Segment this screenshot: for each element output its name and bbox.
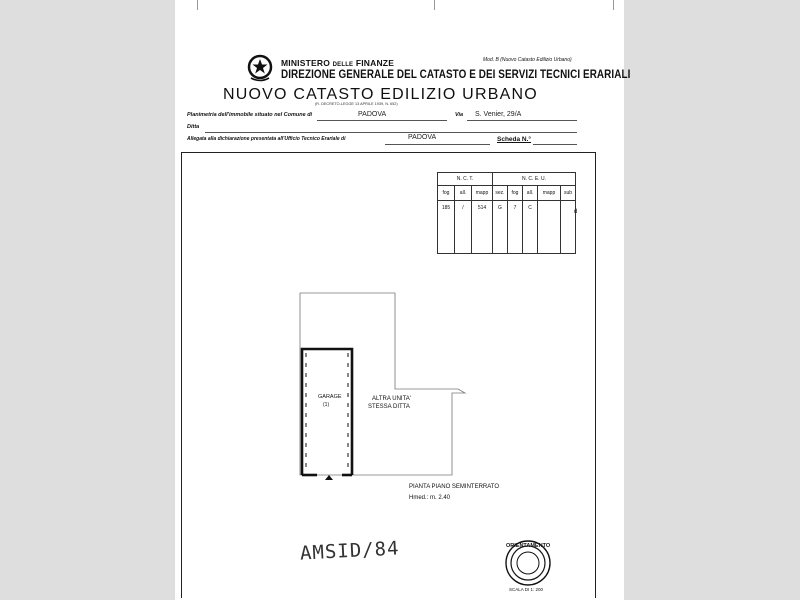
col-header: mapp — [538, 186, 561, 201]
nceu-header: N. C. E. U. — [493, 173, 576, 186]
ministry-name — [281, 59, 394, 68]
table-cell: 514 — [472, 201, 493, 254]
table-cell: 185 — [438, 201, 455, 254]
col-header: sub — [561, 186, 576, 201]
col-header: sez. — [493, 186, 508, 201]
archive-stamp-handwritten: AMSID/84 — [299, 537, 401, 565]
ministry-finance: FINANZE — [355, 58, 395, 68]
room-label-garage: GARAGE — [318, 394, 342, 400]
room-number: (1) — [323, 402, 330, 408]
form-model-code: Mod. B (Nuovo Catasto Edilizio Urbano) — [483, 57, 572, 63]
allegata-label: Allegata alla dichiarazione presentata all'Ufficio Tecnico Erariale di — [187, 136, 346, 142]
floor-plan-frame — [181, 152, 596, 598]
italian-republic-emblem-icon — [247, 52, 273, 82]
via-underline — [467, 120, 577, 121]
cadastral-document — [175, 0, 631, 600]
scan-mark — [197, 0, 198, 10]
scan-mark — [613, 0, 614, 10]
plan-level-caption: PIANTA PIANO SEMINTERRATO — [409, 484, 500, 490]
nct-header: N. C. T. — [438, 173, 493, 186]
garage-wall-hatch — [306, 353, 348, 473]
col-header: mapp — [472, 186, 493, 201]
orientation-label: ORIENTAMENTO — [506, 543, 551, 549]
comune-underline — [317, 120, 447, 121]
ufficio-value: PADOVA — [408, 134, 437, 141]
ditta-label: Ditta — [187, 124, 200, 130]
via-label: Via — [455, 112, 464, 118]
comune-value: PADOVA — [358, 111, 387, 118]
scale-label: SCALA DI 1: 200 — [509, 587, 544, 592]
table-cell: C — [523, 201, 538, 254]
decree-reference: (R. DECRETO-LEGGE 13 APRILE 1939, N. 652) — [315, 102, 398, 106]
col-header: all. — [455, 186, 472, 201]
scheda-label: Scheda N.° — [497, 136, 532, 143]
document-title: NUOVO CATASTO EDILIZIO URBANO — [223, 86, 538, 103]
floor-plan-drawing — [182, 153, 597, 599]
via-value: S. Venier, 29/A — [475, 111, 522, 118]
table-cell: 7 — [508, 201, 523, 254]
other-unit-outline — [300, 293, 465, 475]
ministry-word: MINISTERO — [281, 58, 331, 68]
other-unit-label-2: STESSA DITTA — [368, 404, 410, 410]
table-cell: / — [455, 201, 472, 254]
scan-mark — [434, 0, 435, 10]
ministry-preposition: DELLE — [332, 62, 354, 68]
garage-walls — [302, 349, 352, 475]
ditta-underline — [205, 132, 577, 133]
table-note: d — [574, 209, 578, 215]
scheda-underline — [533, 144, 577, 145]
ufficio-underline — [385, 144, 490, 145]
col-header: fog — [508, 186, 523, 201]
planimetry-label: Planimetria dell'immobile situato nel Comune di — [187, 112, 313, 118]
direction-title: DIREZIONE GENERALE DEL CATASTO E DEI SERVIZI TECNICI ERARIALI — [281, 69, 631, 81]
table-cell: G — [493, 201, 508, 254]
col-header: all. — [523, 186, 538, 201]
col-header: fog — [438, 186, 455, 201]
plan-height-caption: Hmed.: m. 2.40 — [409, 495, 451, 501]
entrance-arrow-icon — [325, 475, 333, 480]
other-unit-label: ALTRA UNITA' — [372, 396, 411, 402]
